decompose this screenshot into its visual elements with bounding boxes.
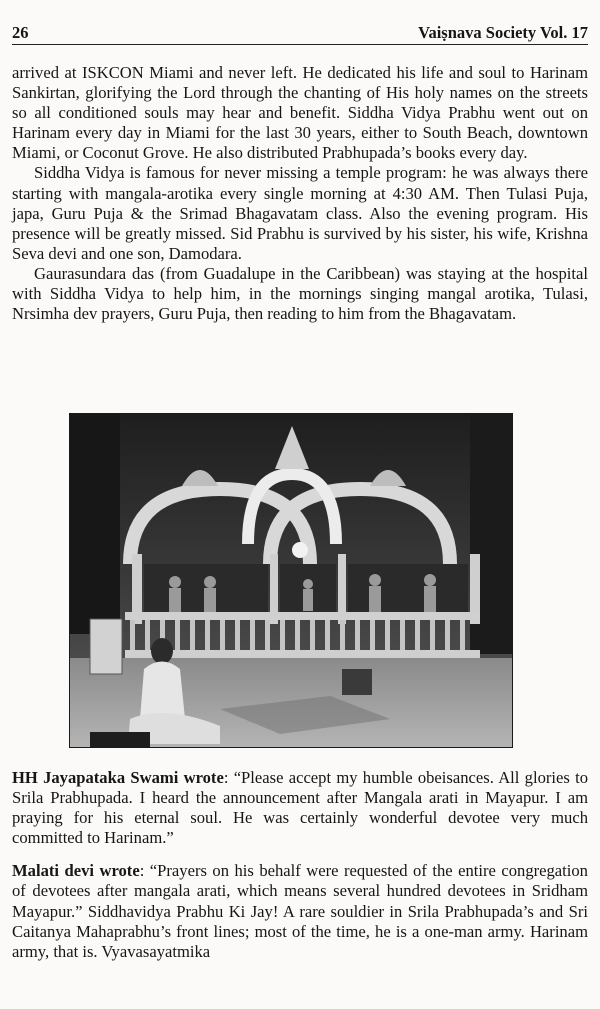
- quote-text: : “Prayers on his behalf were requested of the entire congregation of devotees after mangala arati, which means several hundred devotees in Sridham Mayapur.” Siddhavidya Prabhu Ki Jay! A rare souldier in Srila Prabhupada’s and Sri Caitanya Mahaprabhu’s front lines; most of the time, he is a one-man army. Harinam army, that is. Vyavasayatmika: [12, 861, 588, 961]
- quote-author: HH Jayapataka Swami wrote: [12, 768, 224, 787]
- temple-photo: [69, 413, 513, 748]
- page-header: [12, 22, 588, 45]
- paragraph: Siddha Vidya is famous for never missing a temple program: he was always there starting with mangala-arotika every single morning at 4:30 AM. Then Tulasi Puja, japa, Guru Puja & the Srimad Bhagavatam class. Also the evening program. His presence will be greatly missed. Sid Prabhu is survived by his sister, his wife, Krishna Seva devi and one son, Damodara.: [12, 163, 588, 263]
- quote-author: Malati devi wrote: [12, 861, 140, 881]
- quote-jayapataka: [12, 768, 588, 848]
- publication-title: Vaiṣnava Society Vol. 17: [418, 23, 588, 42]
- paragraph: Gaurasundara das (from Guadalupe in the Caribbean) was staying at the hospital with Siddha Vidya to help him, in the mornings singing mangal arotika, Tulasi, Nrsimha dev prayers, Guru Puja, then reading to him from the Bhagavatam.: [12, 263, 588, 324]
- page-number: 26: [12, 23, 29, 42]
- quote-malati: [12, 861, 588, 961]
- temple-altar-image: [70, 414, 513, 748]
- paragraph: arrived at ISKCON Miami and never left. He dedicated his life and soul to Harinam Sankirtan, glorifying the Lord through the chanting of His holy names on the streets so all conditioned souls may hear and benefit. Siddha Vidya Prabhu went out on Harinam every day in Miami for the last 30 years, either to South Beach, downtown Miami, or Coconut Grove. He also distributed Prabhupada’s books every day.: [12, 63, 588, 163]
- article-body-top: [12, 63, 588, 324]
- article-body-bottom: [12, 768, 588, 962]
- quote-text: : “Please accept my humble obeisances. All glories to Srila Prabhupada. I heard the announcement after Mangala arati in Mayapur. I am praying for his eternal soul. He was certainly wonderful devotee very much committed to Harinam.”: [12, 768, 588, 848]
